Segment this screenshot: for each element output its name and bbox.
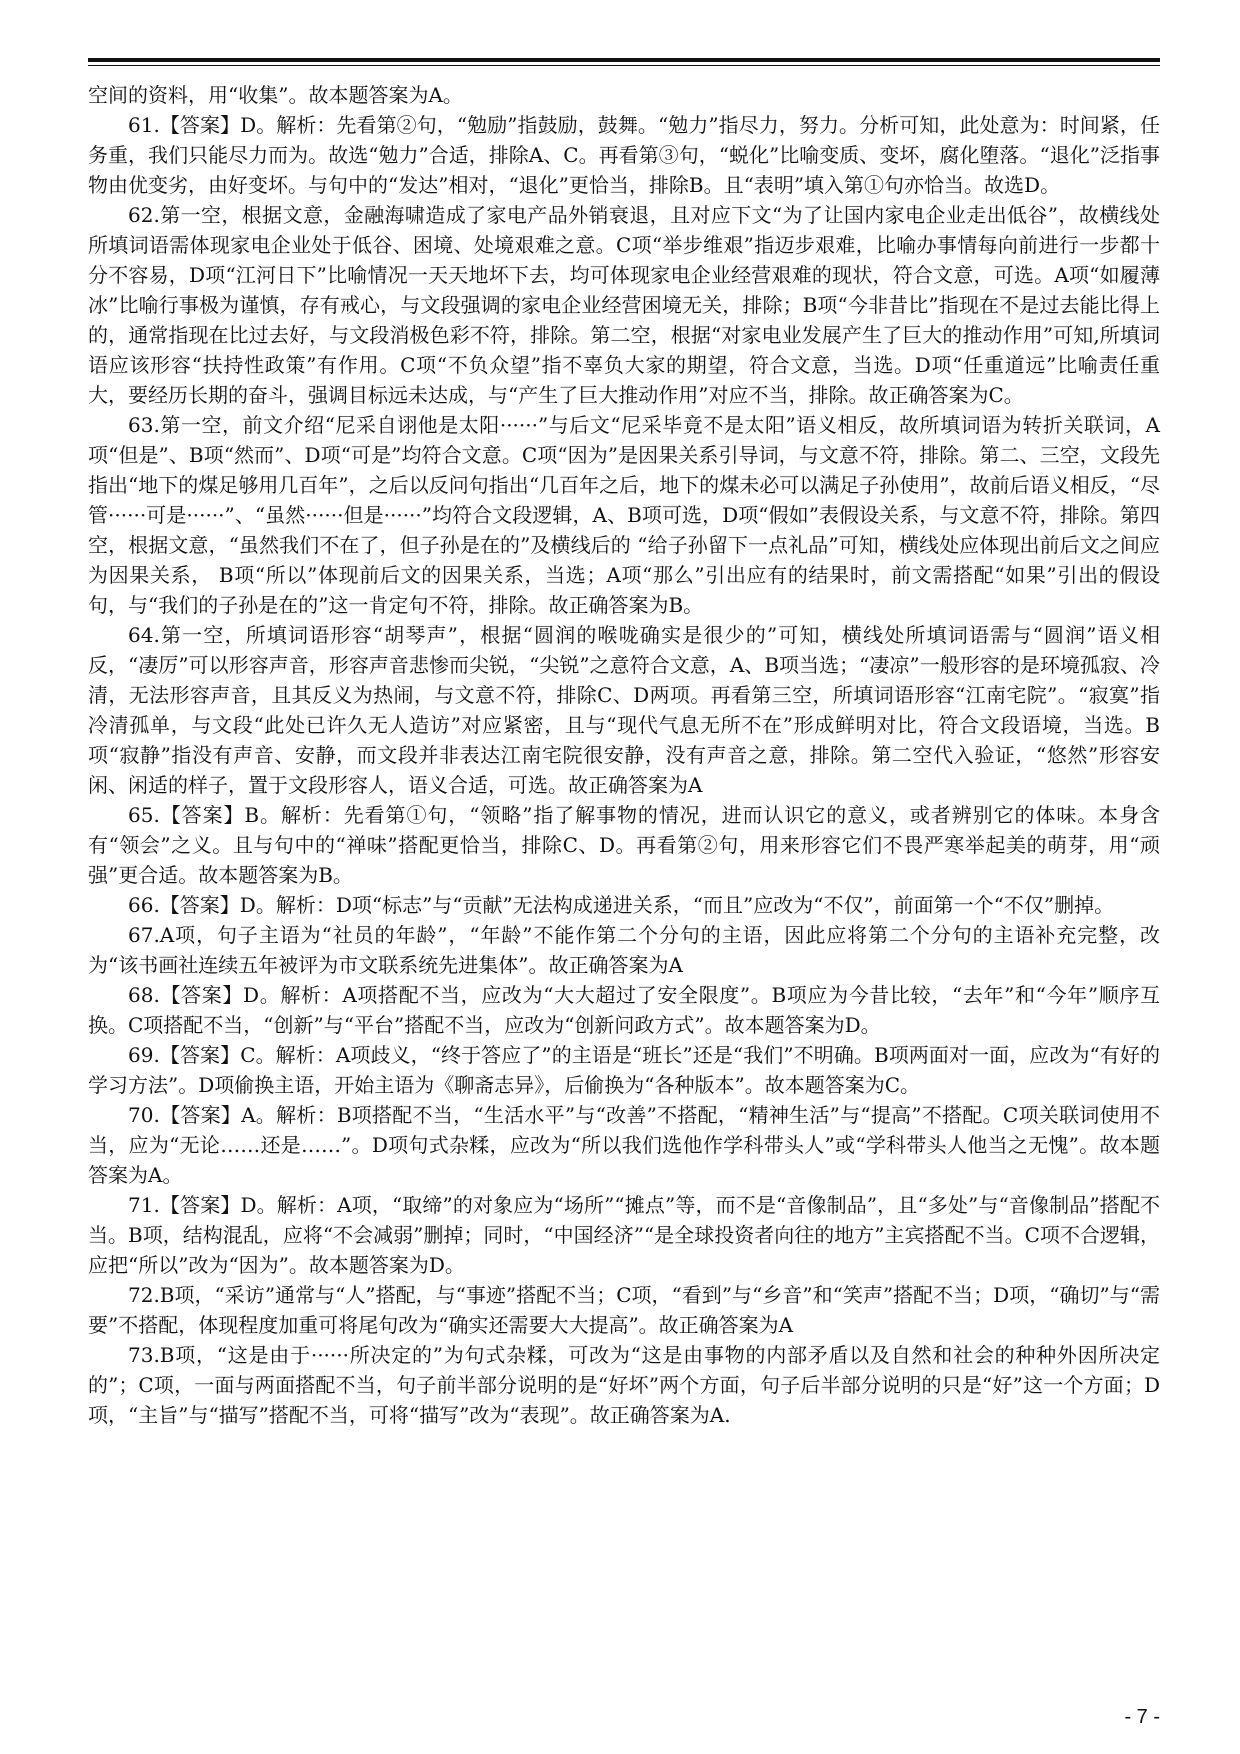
paragraph-q64: 64.第一空，所填词语形容“胡琴声”，根据“圆润的喉咙确实是很少的”可知，横线处所填词语需与“圆润”语义相反，“凄厉”可以形容声音，形容声音悲惨而尖锐，“尖锐”之意符合文意，A、B项当选；“凄凉”一般形容的是环境孤寂、冷清，无法形容声音，且其反义为热闹，与文意不符，排除C、D两项。再看第三空，所填词语形容“江南宅院”。“寂寞”指冷清孤单，与文段“此处已许久无人造访”对应紧密，且与“现代气息无所不在”形成鲜明对比，符合文段语境，当选。B项“寂静”指没有声音、安静，而文段并非表达江南宅院很安静，没有声音之意，排除。第二空代入验证，“悠然”形容安闲、闲适的样子，置于文段形容人，语义合适，可选。故正确答案为A	[88, 623, 1160, 797]
paragraph-q67: 67.A项，句子主语为“社员的年龄”，“年龄”不能作第二个分句的主语，因此应将第二个分句的主语补充完整，改为“该书画社连续五年被评为市文联系统先进集体”。故正确答案为A	[88, 923, 1160, 977]
paragraph-q61: 61.【答案】D。解析：先看第②句，“勉励”指鼓励，鼓舞。“勉力”指尽力，努力。分析可知，此处意为：时间紧，任务重，我们只能尽力而为。故选“勉力”合适，排除A、C。再看第③句，“蜕化”比喻变质、变坏，腐化堕落。“退化”泛指事物由优变劣，由好变坏。与句中的“发达”相对，“退化”更恰当，排除B。且“表明”填入第①句亦恰当。故选D。	[88, 113, 1160, 197]
header-rule-thick	[88, 58, 1160, 62]
paragraph-q72: 72.B项，“采访”通常与“人”搭配，与“事迹”搭配不当；C项，“看到”与“乡音”和“笑声”搭配不当；D项，“确切”与“需要”不搭配，体现程度加重可将尾句改为“确实还需要大大提高”。故正确答案为A	[88, 1283, 1160, 1337]
paragraph-q68: 68.【答案】D。解析：A项搭配不当，应改为“大大超过了安全限度”。B项应为今昔比较，“去年”和“今年”顺序互换。C项搭配不当，“创新”与“平台”搭配不当，应改为“创新问政方式”。故本题答案为D。	[88, 983, 1160, 1037]
paragraph-q66: 66.【答案】D。解析：D项“标志”与“贡献”无法构成递进关系，“而且”应改为“不仅”，前面第一个“不仅”删掉。	[128, 893, 1115, 917]
paragraph-q70: 70.【答案】A。解析：B项搭配不当，“生活水平”与“改善”不搭配，“精神生活”与“提高”不搭配。C项关联词使用不当，应为“无论……还是……”。D项句式杂糅，应改为“所以我们选他作学科带头人”或“学科带头人他当之无愧”。故本题答案为A。	[88, 1103, 1160, 1187]
paragraph-q73: 73.B项，“这是由于······所决定的”为句式杂糅，可改为“这是由事物的内部矛盾以及自然和社会的种种外因所决定的”；C项，一面与两面搭配不当，句子前半部分说明的是“好坏”两个方面，句子后半部分说明的只是“好”这一个方面；D项，“主旨”与“描写”搭配不当，可将“描写”改为“表现”。故正确答案为A.	[88, 1343, 1160, 1427]
page-number: - 7 -	[1124, 1706, 1160, 1728]
paragraph-q62: 62.第一空，根据文意，金融海啸造成了家电产品外销衰退，且对应下文“为了让国内家电企业走出低谷”，故横线处所填词语需体现家电企业处于低谷、困境、处境艰难之意。C项“举步维艰”指迈步艰难，比喻办事情每向前进行一步都十分不容易，D项“江河日下”比喻情况一天天地坏下去，均可体现家电企业经营艰难的现状，符合文意，可选。A项“如履薄冰”比喻行事极为谨慎，存有戒心，与文段强调的家电企业经营困境无关，排除；B项“今非昔比”指现在不是过去能比得上的，通常指现在比过去好，与文段消极色彩不符，排除。第二空，根据“对家电业发展产生了巨大的推动作用”可知,所填词语应该形容“扶持性政策”有作用。C项“不负众望”指不辜负大家的期望，符合文意，当选。D项“任重道远”比喻责任重大，要经历长期的奋斗，强调目标远未达成，与“产生了巨大推动作用”对应不当，排除。故正确答案为C。	[88, 203, 1160, 407]
answer-explanations	[88, 80, 1160, 1430]
paragraph-q69: 69.【答案】C。解析：A项歧义，“终于答应了”的主语是“班长”还是“我们”不明确。B项两面对一面，应改为“有好的学习方法”。D项偷换主语，开始主语为《聊斋志异》，后偷换为“各种版本”。故本题答案为C。	[88, 1043, 1160, 1097]
paragraph-q63: 63.第一空，前文介绍“尼采自诩他是太阳······”与后文“尼采毕竟不是太阳”语义相反，故所填词语为转折关联词，A项“但是”、B项“然而”、D项“可是”均符合文意。C项“因为”是因果关系引导词，与文意不符，排除。第二、三空，文段先指出“地下的煤足够用几百年”，之后以反问句指出“几百年之后，地下的煤未必可以满足子孙使用”，故前后语义相反，“尽管······可是······”、“虽然······但是······”均符合文段逻辑，A、B项可选，D项“假如”表假设关系，与文意不符，排除。第四空，根据文意，“虽然我们不在了，但子孙是在的”及横线后的 “给子孙留下一点礼品”可知，横线处应体现出前后文之间应为因果关系， B项“所以”体现前后文的因果关系，当选；A项“那么”引出应有的结果时，前文需搭配“如果”引出的假设句，与“我们的子孙是在的”这一肯定句不符，排除。故正确答案为B。	[88, 413, 1160, 617]
paragraph-continuation: 空间的资料，用“收集”。故本题答案为A。	[88, 83, 463, 107]
paragraph-q65: 65.【答案】B。解析：先看第①句，“领略”指了解事物的情况，进而认识它的意义，或者辨别它的体味。本身含有“领会”之义。且与句中的“禅味”搭配更恰当，排除C、D。再看第②句，用来形容它们不畏严寒举起美的萌芽，用“顽强”更合适。故本题答案为B。	[88, 803, 1160, 887]
paragraph-q71: 71.【答案】D。解析：A项，“取缔”的对象应为“场所”“摊点”等，而不是“音像制品”，且“多处”与“音像制品”搭配不当。B项，结构混乱，应将“不会减弱”删掉；同时，“中国经济”“是全球投资者向往的地方”主宾搭配不当。C项不合逻辑，应把“所以”改为“因为”。故本题答案为D。	[88, 1193, 1160, 1277]
header-rule-thin	[88, 65, 1160, 66]
